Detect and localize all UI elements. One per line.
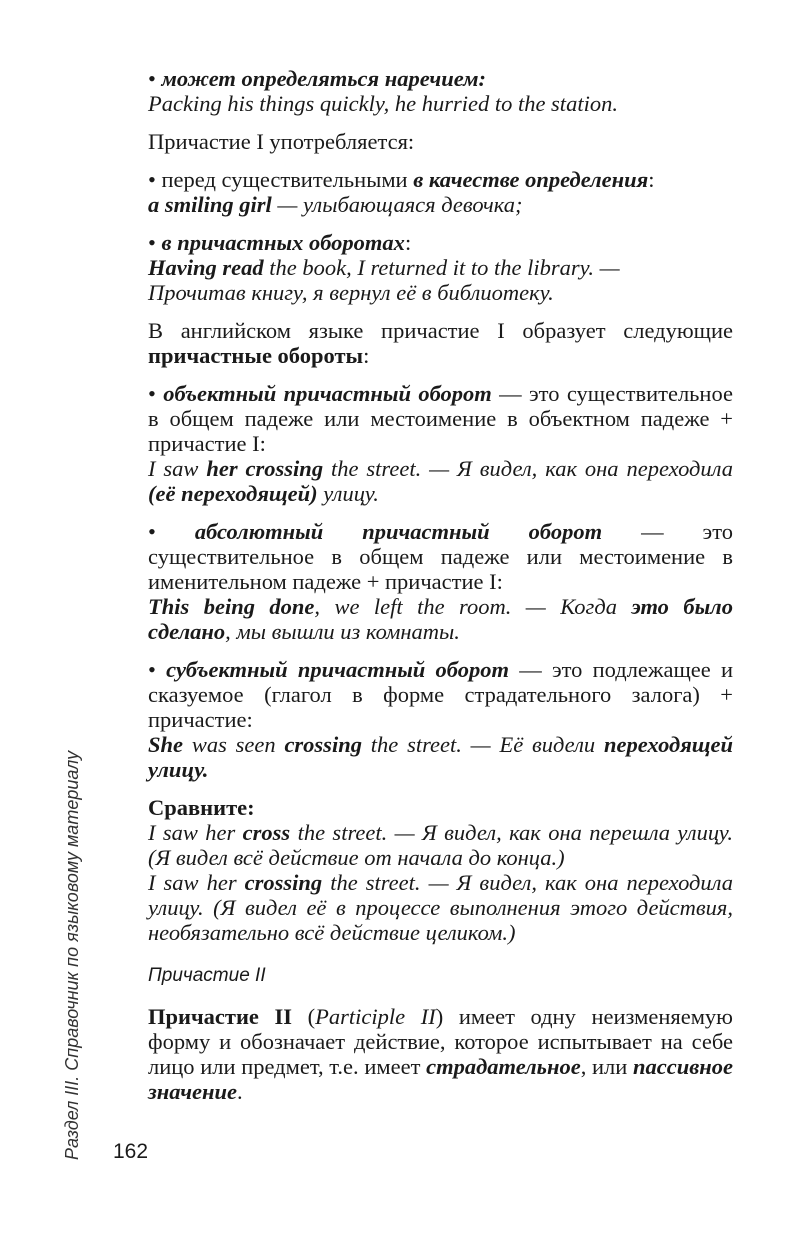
example-rest: the book, I returned it to the library. — (269, 255, 620, 280)
intro-bold: причастные обороты (148, 343, 364, 368)
definition: — это существительное в общем падеже или местоимение в объектном падеже + причастие I: (148, 381, 733, 456)
definition: — это подлежащее и сказуемое (глагол в форме страдательного залога) + причастие: (148, 657, 734, 732)
page-content (148, 66, 733, 1104)
example-having-read (148, 255, 733, 305)
ex-part: I saw (148, 456, 199, 481)
ex-bold: переходящей улицу. (148, 732, 734, 782)
period: . (237, 1079, 243, 1104)
example-ru: Прочитав книгу, я вернул её в библиотеку. (148, 280, 554, 305)
page-number: 162 (113, 1140, 149, 1163)
def-text: ) имеет одну неизменяемую форму и обозначает действие, которое испытывает на себе лицо или предмет, т.е. имеет (148, 1004, 733, 1079)
ex-note: (Я видел всё действие от начала до конца.) (148, 845, 565, 870)
bullet-participle-phrases (148, 230, 733, 255)
bullet-emph: в качестве определения (413, 167, 649, 192)
phrases-intro (148, 318, 733, 368)
def-text: , или (580, 1054, 628, 1079)
colon: : (363, 343, 370, 368)
bullet-adverb-heading (148, 66, 733, 91)
ex-bold: crossing (244, 870, 323, 895)
bullet-subject-phrase (148, 657, 733, 732)
ex-note: (Я видел её в процессе выполнения этого действия, необязательно всё действие целиком.) (148, 895, 734, 945)
bullet-attributive (148, 167, 733, 192)
ex-bold: crossing (284, 732, 362, 757)
example-crossing (148, 456, 733, 506)
compare-heading: Сравните: (148, 795, 255, 820)
ex-bold: This being done (148, 594, 315, 619)
section-heading-participle-2: Причастие II (148, 965, 266, 986)
ex-part: the street. — Я видел, как она переходила (331, 456, 734, 481)
paren-open: ( (307, 1004, 316, 1029)
example-this-being-done (148, 594, 733, 644)
term-en: Participle II (315, 1004, 436, 1029)
bullet-object-phrase (148, 381, 733, 456)
definition: — это существительное в общем падеже или местоимение в именительном падеже + причастие I: (148, 519, 733, 594)
ex-part: the street. — Её видели (370, 732, 596, 757)
example-packing: Packing his things quickly, he hurried to the station. (148, 91, 618, 116)
colon: : (648, 167, 655, 192)
example-bold: Having read (148, 255, 264, 280)
ex-part: I saw her (148, 870, 237, 895)
ex-bold: (её переходящей) (148, 481, 318, 506)
ex-part: the street. — Я видел, как она переходила улицу. (148, 870, 734, 920)
ex-part: I saw her (148, 820, 236, 845)
term: Причастие II (148, 1004, 293, 1029)
participle-2-definition (148, 1004, 733, 1104)
ex-bold: cross (242, 820, 291, 845)
ex-part: the street. — Я видел, как она перешла улицу. (297, 820, 734, 845)
compare-example-1 (148, 820, 733, 870)
def-emph: страдательное (426, 1054, 581, 1079)
ex-bold: это было сделано (148, 594, 733, 644)
bullet-absolute-phrase (148, 519, 733, 594)
example-smiling-girl (148, 192, 733, 217)
ex-part: улицу. (323, 481, 379, 506)
compare-example-2 (148, 870, 733, 945)
ex-bold: her crossing (206, 456, 324, 481)
section-sidebar-title: Раздел III. Справочник по языковому материалу (62, 750, 82, 1160)
bullet-text: • абсолютный причастный оборот (148, 519, 602, 544)
ex-part: , мы вышли из комнаты. (225, 619, 460, 644)
def-emph: пассивное значение (148, 1054, 733, 1104)
example-en: a smiling girl (148, 192, 272, 217)
ex-bold: She (148, 732, 184, 757)
bullet-text: • в причастных оборотах (148, 230, 405, 255)
ex-part: was seen (191, 732, 276, 757)
example-she-was-seen (148, 732, 733, 782)
intro-text: В английском языке причастие I образует следующие (148, 318, 733, 343)
usage-intro: Причастие I употребляется: (148, 129, 415, 154)
colon: : (404, 230, 412, 255)
bullet-text: • может определяться наречием: (148, 66, 486, 91)
ex-part: , we left the room. — Когда (314, 594, 617, 619)
example-ru: — улыбающаяся девочка; (277, 192, 523, 217)
bullet-text: • перед существительными (148, 167, 413, 192)
bullet-text: • субъектный причастный оборот (148, 657, 509, 682)
bullet-text: • объектный причастный оборот (148, 381, 492, 406)
